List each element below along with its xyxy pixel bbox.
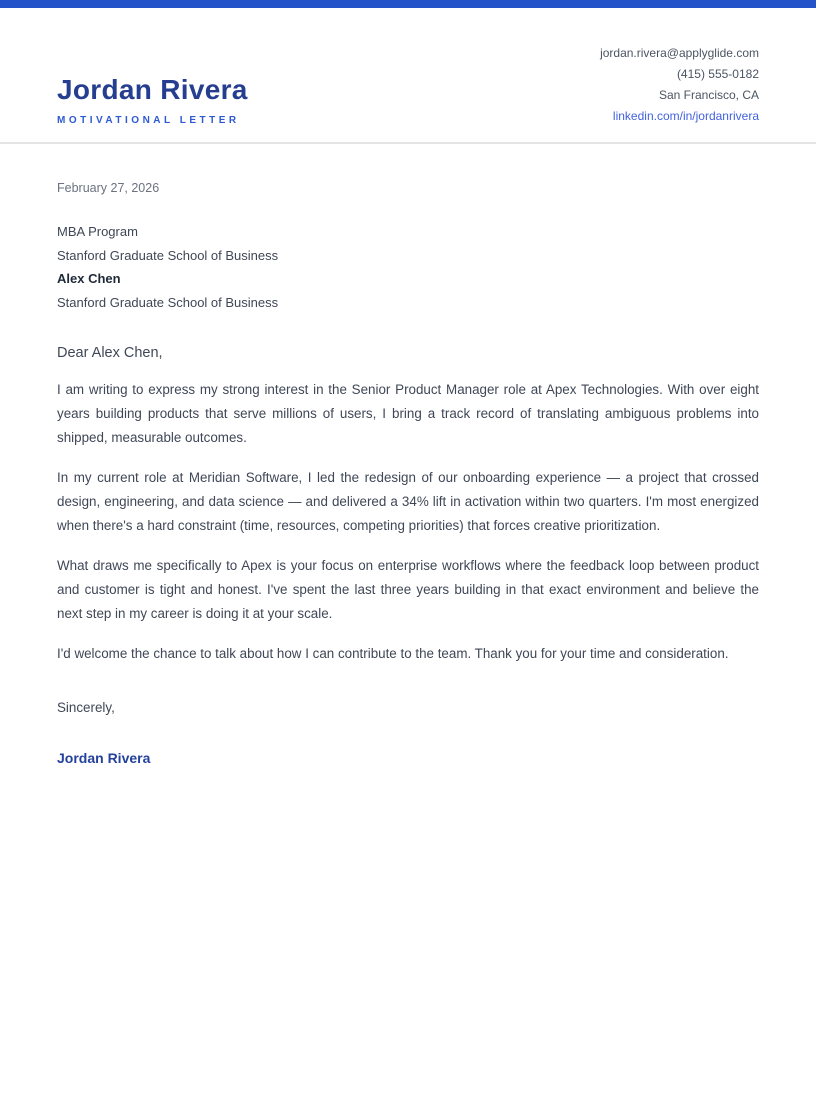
letterhead [0, 8, 816, 127]
recipient-name: Alex Chen [57, 271, 121, 286]
paragraph-3: What draws me specifically to Apex is your focus on enterprise workflows where the feedback loop between product and customer is tight and honest. I've spent the last three years building in that exact environment and believe the next step in my career is doing it at your scale. [57, 558, 759, 621]
document-type-label: MOTIVATIONAL LETTER [57, 115, 240, 126]
letter-body [0, 181, 816, 766]
header-divider [0, 142, 816, 144]
salutation: Dear Alex Chen, [57, 345, 163, 361]
signature-name: Jordan Rivera [57, 750, 151, 766]
recipient-school-repeat: Stanford Graduate School of Business [57, 294, 279, 310]
closing: Sincerely, [57, 700, 115, 715]
identity-block [57, 43, 248, 126]
recipient-school: Stanford Graduate School of Business [57, 247, 279, 263]
contact-block [600, 43, 759, 127]
contact-email: jordan.rivera@applyglide.com [600, 46, 759, 60]
paragraph-2: In my current role at Meridian Software, I led the redesign of our onboarding experience — a project that crossed design, engineering, and data science — and delivered a 34% lift in activation within two quarters. I'm most energized when there's a hard constraint (time, resources, competing priorities) that forces creative prioritization. [57, 470, 759, 533]
letter-date: February 27, 2026 [57, 181, 160, 195]
top-accent-bar [0, 0, 816, 8]
page-title: Jordan Rivera [57, 74, 248, 105]
paragraph-4: I'd welcome the chance to talk about how I can contribute to the team. Thank you for your time and consideration. [57, 646, 729, 661]
recipient-block [57, 220, 759, 314]
contact-phone: (415) 555-0182 [676, 67, 759, 81]
recipient-program: MBA Program [57, 224, 138, 239]
contact-location: San Francisco, CA [658, 88, 759, 102]
linkedin-link[interactable]: linkedin.com/in/jordanrivera [612, 109, 759, 123]
paragraph-1: I am writing to express my strong interest in the Senior Product Manager role at Apex Technologies. With over eight years building products that serve millions of users, I bring a track record of translating ambiguous problems into shipped, measurable outcomes. [57, 382, 759, 445]
